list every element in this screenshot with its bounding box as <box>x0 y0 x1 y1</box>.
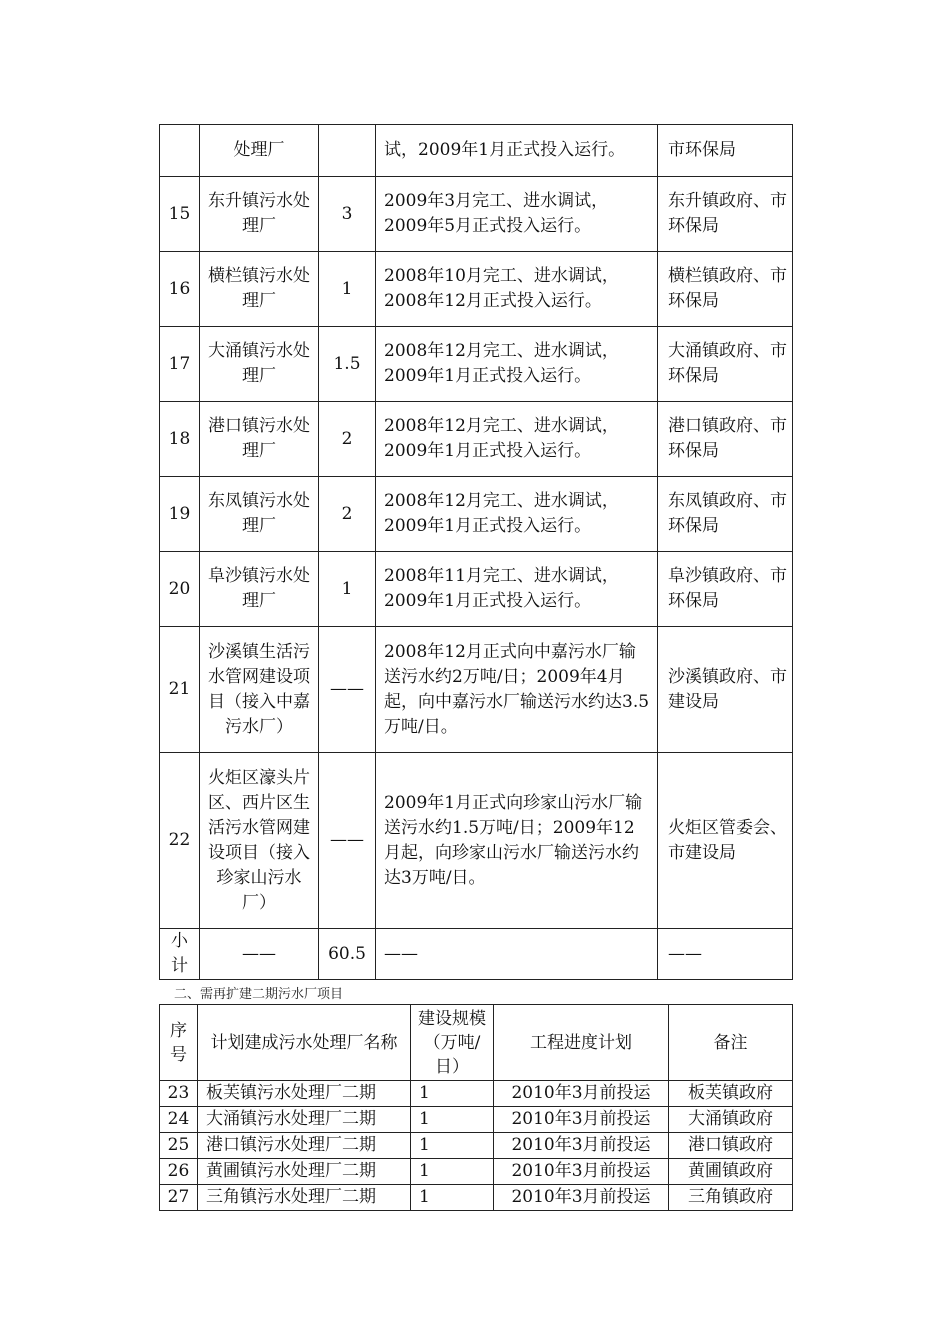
table-row <box>160 252 793 327</box>
plant-progress: 2008年12月正式向中嘉污水厂输送污水约2万吨/日；2009年4月起，向中嘉污水厂输送污水约达3.5万吨/日。 <box>376 627 658 753</box>
row-number: 22 <box>160 753 200 929</box>
row-number: 20 <box>160 552 200 627</box>
plant-name: 沙溪镇生活污水管网建设项目（接入中嘉污水厂） <box>200 627 319 753</box>
table-row <box>160 627 793 753</box>
subtotal-note: —— <box>658 929 793 980</box>
table-row <box>160 477 793 552</box>
table-row <box>160 1185 793 1211</box>
table-row <box>160 1107 793 1133</box>
plant-note: 东凤镇政府、市环保局 <box>658 477 793 552</box>
plant-note: 大涌镇政府 <box>669 1107 793 1133</box>
plant-progress: 2008年12月完工、进水调试，2009年1月正式投入运行。 <box>376 402 658 477</box>
row-number <box>160 125 200 177</box>
plant-scale: 3 <box>319 177 376 252</box>
row-number: 27 <box>160 1185 198 1211</box>
table-row <box>160 1081 793 1107</box>
header-progress: 工程进度计划 <box>494 1005 669 1081</box>
row-number: 16 <box>160 252 200 327</box>
plant-name: 三角镇污水处理厂二期 <box>198 1185 411 1211</box>
plant-scale: 1.5 <box>319 327 376 402</box>
plant-note: 黄圃镇政府 <box>669 1159 793 1185</box>
row-number: 19 <box>160 477 200 552</box>
plant-name: 火炬区濠头片区、西片区生活污水管网建设项目（接入珍家山污水厂） <box>200 753 319 929</box>
plant-progress: 2010年3月前投运 <box>494 1081 669 1107</box>
row-number: 18 <box>160 402 200 477</box>
table-row <box>160 552 793 627</box>
plant-scale: 2 <box>319 402 376 477</box>
plant-name: 东凤镇污水处理厂 <box>200 477 319 552</box>
plant-note: 火炬区管委会、市建设局 <box>658 753 793 929</box>
plant-note: 大涌镇政府、市环保局 <box>658 327 793 402</box>
plant-progress: 2010年3月前投运 <box>494 1185 669 1211</box>
plant-name: 港口镇污水处理厂二期 <box>198 1133 411 1159</box>
header-scale: 建设规模（万吨/日） <box>411 1005 494 1081</box>
plant-scale: 1 <box>411 1159 494 1185</box>
header-name: 计划建成污水处理厂名称 <box>198 1005 411 1081</box>
header-note: 备注 <box>669 1005 793 1081</box>
plant-scale: 2 <box>319 477 376 552</box>
header-no: 序号 <box>160 1005 198 1081</box>
plant-note: 板芙镇政府 <box>669 1081 793 1107</box>
row-number: 21 <box>160 627 200 753</box>
plant-scale: 1 <box>319 252 376 327</box>
plant-progress: 2010年3月前投运 <box>494 1133 669 1159</box>
section-caption: 二、需再扩建二期污水厂项目 <box>174 987 344 1002</box>
plant-name: 横栏镇污水处理厂 <box>200 252 319 327</box>
table-row <box>160 753 793 929</box>
plant-scale: 1 <box>319 552 376 627</box>
plant-scale: 1 <box>411 1133 494 1159</box>
plant-name: 黄圃镇污水处理厂二期 <box>198 1159 411 1185</box>
table-row <box>160 125 793 177</box>
plant-scale: —— <box>319 753 376 929</box>
plant-note: 三角镇政府 <box>669 1185 793 1211</box>
plant-note: 港口镇政府 <box>669 1133 793 1159</box>
plant-progress: 2009年3月完工、进水调试，2009年5月正式投入运行。 <box>376 177 658 252</box>
plant-note: 东升镇政府、市环保局 <box>658 177 793 252</box>
row-number: 24 <box>160 1107 198 1133</box>
plant-progress: 2008年10月完工、进水调试，2008年12月正式投入运行。 <box>376 252 658 327</box>
subtotal-label: 小计 <box>160 929 200 980</box>
subtotal-progress: —— <box>376 929 658 980</box>
plant-name: 港口镇污水处理厂 <box>200 402 319 477</box>
plant-scale: 1 <box>411 1107 494 1133</box>
row-number: 25 <box>160 1133 198 1159</box>
plant-note: 阜沙镇政府、市环保局 <box>658 552 793 627</box>
subtotal-row <box>160 929 793 980</box>
plant-note: 沙溪镇政府、市建设局 <box>658 627 793 753</box>
plant-note: 横栏镇政府、市环保局 <box>658 252 793 327</box>
plant-name: 阜沙镇污水处理厂 <box>200 552 319 627</box>
table-row <box>160 1159 793 1185</box>
table-row <box>160 1133 793 1159</box>
plant-progress: 试，2009年1月正式投入运行。 <box>376 125 658 177</box>
plant-note: 港口镇政府、市环保局 <box>658 402 793 477</box>
plant-scale: 1 <box>411 1185 494 1211</box>
plant-progress: 2009年1月正式向珍家山污水厂输送污水约1.5万吨/日；2009年12月起，向珍家山污水厂输送污水约达3万吨/日。 <box>376 753 658 929</box>
plant-scale <box>319 125 376 177</box>
phase-two-table <box>159 1004 793 1211</box>
row-number: 23 <box>160 1081 198 1107</box>
plant-progress-table <box>159 124 793 980</box>
plant-progress: 2008年11月完工、进水调试，2009年1月正式投入运行。 <box>376 552 658 627</box>
plant-progress: 2008年12月完工、进水调试，2009年1月正式投入运行。 <box>376 327 658 402</box>
table-row <box>160 327 793 402</box>
plant-name: 板芙镇污水处理厂二期 <box>198 1081 411 1107</box>
row-number: 15 <box>160 177 200 252</box>
subtotal-scale: 60.5 <box>319 929 376 980</box>
row-number: 17 <box>160 327 200 402</box>
plant-name: 大涌镇污水处理厂二期 <box>198 1107 411 1133</box>
plant-name: 东升镇污水处理厂 <box>200 177 319 252</box>
subtotal-name: —— <box>200 929 319 980</box>
plant-progress: 2010年3月前投运 <box>494 1107 669 1133</box>
plant-progress: 2010年3月前投运 <box>494 1159 669 1185</box>
plant-progress: 2008年12月完工、进水调试，2009年1月正式投入运行。 <box>376 477 658 552</box>
table-row <box>160 177 793 252</box>
table-row <box>160 402 793 477</box>
plant-name: 处理厂 <box>200 125 319 177</box>
plant-scale: 1 <box>411 1081 494 1107</box>
row-number: 26 <box>160 1159 198 1185</box>
plant-note: 市环保局 <box>658 125 793 177</box>
plant-scale: —— <box>319 627 376 753</box>
plant-name: 大涌镇污水处理厂 <box>200 327 319 402</box>
table-header-row <box>160 1005 793 1081</box>
